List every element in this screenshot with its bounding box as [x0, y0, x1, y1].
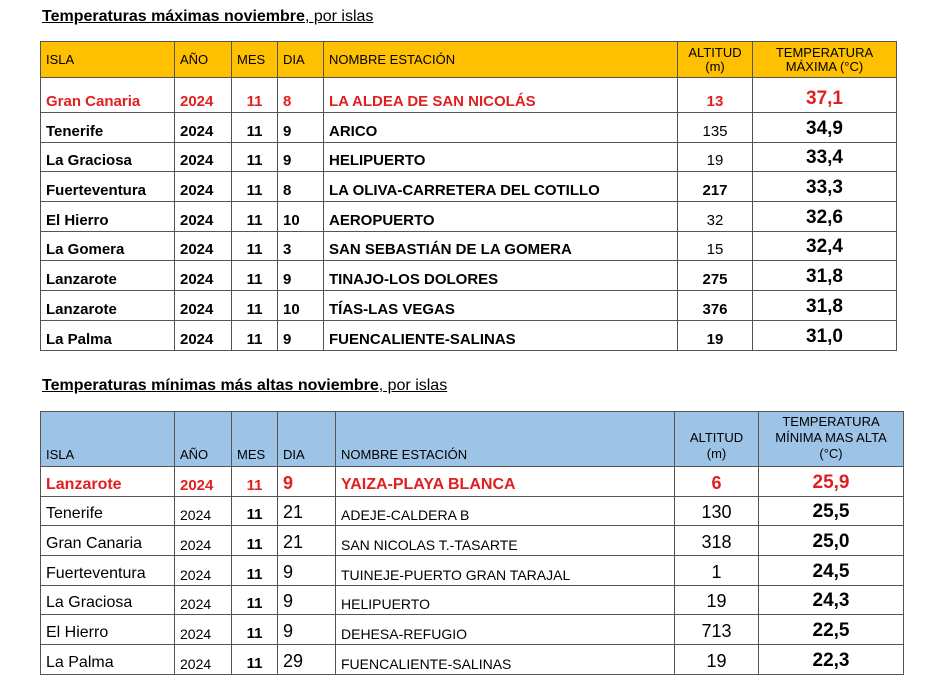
- cell-altitud: 15: [678, 231, 753, 261]
- table-row: [41, 172, 897, 202]
- col-header-altitud-line1: ALTITUD: [688, 44, 742, 60]
- cell-estacion: TUINEJE-PUERTO GRAN TARAJAL: [336, 556, 675, 586]
- cell-altitud: 318: [675, 526, 759, 556]
- cell-mes: 11: [232, 467, 278, 497]
- cell-mes: 11: [232, 645, 278, 675]
- cell-temp: 25,0: [759, 526, 904, 556]
- cell-altitud: 19: [678, 320, 753, 350]
- cell-isla: Fuerteventura: [41, 172, 175, 202]
- cell-mes: 11: [232, 496, 278, 526]
- table-row: [41, 113, 897, 143]
- cell-anio: 2024: [175, 467, 232, 497]
- col-header-altitud: [678, 42, 753, 78]
- cell-anio: 2024: [175, 645, 232, 675]
- col-header-altitud: [675, 412, 759, 467]
- cell-isla: El Hierro: [41, 615, 175, 645]
- cell-mes: 11: [232, 261, 278, 291]
- cell-anio: 2024: [175, 78, 232, 113]
- cell-mes: 11: [232, 585, 278, 615]
- cell-dia: 9: [278, 320, 324, 350]
- table-row: [41, 78, 897, 113]
- col-header-estacion: NOMBRE ESTACIÓN: [324, 42, 678, 78]
- cell-temp: 22,5: [759, 615, 904, 645]
- cell-temp: 22,3: [759, 645, 904, 675]
- cell-isla: El Hierro: [41, 202, 175, 232]
- table-row: [41, 615, 904, 645]
- cell-estacion: SAN SEBASTIÁN DE LA GOMERA: [324, 231, 678, 261]
- cell-mes: 11: [232, 556, 278, 586]
- table-row: [41, 526, 904, 556]
- cell-temp: 32,6: [753, 202, 897, 232]
- cell-isla: La Graciosa: [41, 585, 175, 615]
- cell-temp: 25,9: [759, 467, 904, 497]
- cell-dia: 10: [278, 202, 324, 232]
- cell-anio: 2024: [175, 615, 232, 645]
- cell-dia: 8: [278, 172, 324, 202]
- cell-isla: Lanzarote: [41, 467, 175, 497]
- cell-temp: 24,5: [759, 556, 904, 586]
- col-header-altitud-line2: (m): [706, 446, 727, 461]
- cell-mes: 11: [232, 78, 278, 113]
- cell-isla: La Palma: [41, 320, 175, 350]
- cell-isla: La Gomera: [41, 231, 175, 261]
- cell-anio: 2024: [175, 261, 232, 291]
- cell-altitud: 6: [675, 467, 759, 497]
- cell-mes: 11: [232, 113, 278, 143]
- table-row: [41, 467, 904, 497]
- cell-mes: 11: [232, 172, 278, 202]
- max-temps-header-row: [41, 42, 897, 78]
- table-row: [41, 142, 897, 172]
- cell-dia: 8: [278, 78, 324, 113]
- cell-anio: 2024: [175, 142, 232, 172]
- cell-temp: 31,8: [753, 291, 897, 321]
- max-temps-table: [40, 41, 897, 351]
- cell-estacion: HELIPUERTO: [324, 142, 678, 172]
- cell-anio: 2024: [175, 113, 232, 143]
- cell-dia: 9: [278, 585, 336, 615]
- table-row: [41, 291, 897, 321]
- cell-altitud: 713: [675, 615, 759, 645]
- table-row: [41, 585, 904, 615]
- col-header-mes: MES: [232, 412, 278, 467]
- cell-estacion: AEROPUERTO: [324, 202, 678, 232]
- col-header-temp-line3: (°C): [819, 446, 843, 461]
- cell-altitud: 13: [678, 78, 753, 113]
- col-header-temp-line2: MÁXIMA (°C): [785, 58, 864, 74]
- col-header-temperatura: [759, 412, 904, 467]
- cell-isla: Lanzarote: [41, 291, 175, 321]
- table-row: [41, 496, 904, 526]
- cell-altitud: 19: [678, 142, 753, 172]
- cell-altitud: 130: [675, 496, 759, 526]
- cell-estacion: TINAJO-LOS DOLORES: [324, 261, 678, 291]
- table-row: [41, 320, 897, 350]
- cell-mes: 11: [232, 291, 278, 321]
- cell-anio: 2024: [175, 320, 232, 350]
- cell-dia: 3: [278, 231, 324, 261]
- cell-anio: 2024: [175, 526, 232, 556]
- cell-mes: 11: [232, 202, 278, 232]
- cell-isla: La Graciosa: [41, 142, 175, 172]
- cell-temp: 31,0: [753, 320, 897, 350]
- cell-temp: 31,8: [753, 261, 897, 291]
- cell-temp: 25,5: [759, 496, 904, 526]
- cell-anio: 2024: [175, 556, 232, 586]
- cell-altitud: 1: [675, 556, 759, 586]
- table-row: [41, 202, 897, 232]
- cell-altitud: 135: [678, 113, 753, 143]
- table-row: [41, 261, 897, 291]
- max-temps-title-suffix: , por islas: [304, 8, 374, 25]
- cell-mes: 11: [232, 320, 278, 350]
- cell-temp: 33,4: [753, 142, 897, 172]
- cell-estacion: ADEJE-CALDERA B: [336, 496, 675, 526]
- table-row: [41, 556, 904, 586]
- col-header-temp-line2: MÍNIMA MAS ALTA: [775, 430, 887, 445]
- cell-temp: 32,4: [753, 231, 897, 261]
- col-header-altitud-line2: (m): [705, 58, 725, 74]
- cell-isla: Gran Canaria: [41, 78, 175, 113]
- min-temps-table: [40, 411, 904, 675]
- cell-dia: 9: [278, 261, 324, 291]
- cell-altitud: 32: [678, 202, 753, 232]
- cell-mes: 11: [232, 142, 278, 172]
- cell-mes: 11: [232, 231, 278, 261]
- col-header-dia: DIA: [278, 412, 336, 467]
- cell-isla: Fuerteventura: [41, 556, 175, 586]
- cell-isla: Lanzarote: [41, 261, 175, 291]
- cell-altitud: 19: [675, 645, 759, 675]
- cell-dia: 9: [278, 615, 336, 645]
- cell-estacion: ARICO: [324, 113, 678, 143]
- col-header-mes: MES: [232, 42, 278, 78]
- cell-dia: 9: [278, 142, 324, 172]
- col-header-isla: ISLA: [41, 42, 175, 78]
- cell-dia: 21: [278, 526, 336, 556]
- col-header-temp-line1: TEMPERATURA: [775, 44, 874, 60]
- min-temps-header-row: [41, 412, 904, 467]
- cell-estacion: YAIZA-PLAYA BLANCA: [336, 467, 675, 497]
- cell-mes: 11: [232, 615, 278, 645]
- cell-dia: 29: [278, 645, 336, 675]
- cell-isla: Gran Canaria: [41, 526, 175, 556]
- cell-estacion: FUENCALIENTE-SALINAS: [324, 320, 678, 350]
- cell-isla: Tenerife: [41, 496, 175, 526]
- col-header-temperatura: [753, 42, 897, 78]
- col-header-estacion: NOMBRE ESTACIÓN: [336, 412, 675, 467]
- min-temps-title-suffix: , por islas: [378, 377, 448, 394]
- min-temps-title-bold: Temperaturas mínimas más altas noviembre: [42, 377, 379, 394]
- max-temps-title: [42, 8, 373, 26]
- cell-estacion: LA ALDEA DE SAN NICOLÁS: [324, 78, 678, 113]
- cell-anio: 2024: [175, 231, 232, 261]
- col-header-anio: AÑO: [175, 42, 232, 78]
- col-header-altitud-line1: ALTITUD: [689, 430, 744, 445]
- min-temps-title: [42, 377, 447, 395]
- cell-dia: 9: [278, 556, 336, 586]
- col-header-dia: DIA: [278, 42, 324, 78]
- cell-temp: 33,3: [753, 172, 897, 202]
- cell-temp: 37,1: [753, 78, 897, 113]
- max-temps-title-bold: Temperaturas máximas noviembre: [42, 8, 305, 25]
- cell-temp: 24,3: [759, 585, 904, 615]
- cell-altitud: 376: [678, 291, 753, 321]
- cell-isla: Tenerife: [41, 113, 175, 143]
- col-header-temp-line1: TEMPERATURA: [782, 414, 880, 429]
- cell-estacion: SAN NICOLAS T.-TASARTE: [336, 526, 675, 556]
- cell-altitud: 19: [675, 585, 759, 615]
- col-header-isla: ISLA: [41, 412, 175, 467]
- cell-dia: 10: [278, 291, 324, 321]
- cell-dia: 9: [278, 467, 336, 497]
- table-row: [41, 645, 904, 675]
- cell-anio: 2024: [175, 202, 232, 232]
- cell-estacion: LA OLIVA-CARRETERA DEL COTILLO: [324, 172, 678, 202]
- cell-estacion: DEHESA-REFUGIO: [336, 615, 675, 645]
- cell-estacion: HELIPUERTO: [336, 585, 675, 615]
- cell-temp: 34,9: [753, 113, 897, 143]
- cell-altitud: 217: [678, 172, 753, 202]
- cell-altitud: 275: [678, 261, 753, 291]
- cell-anio: 2024: [175, 585, 232, 615]
- cell-dia: 21: [278, 496, 336, 526]
- cell-mes: 11: [232, 526, 278, 556]
- col-header-anio: AÑO: [175, 412, 232, 467]
- cell-dia: 9: [278, 113, 324, 143]
- cell-anio: 2024: [175, 172, 232, 202]
- cell-estacion: TÍAS-LAS VEGAS: [324, 291, 678, 321]
- cell-estacion: FUENCALIENTE-SALINAS: [336, 645, 675, 675]
- cell-anio: 2024: [175, 291, 232, 321]
- cell-anio: 2024: [175, 496, 232, 526]
- table-row: [41, 231, 897, 261]
- cell-isla: La Palma: [41, 645, 175, 675]
